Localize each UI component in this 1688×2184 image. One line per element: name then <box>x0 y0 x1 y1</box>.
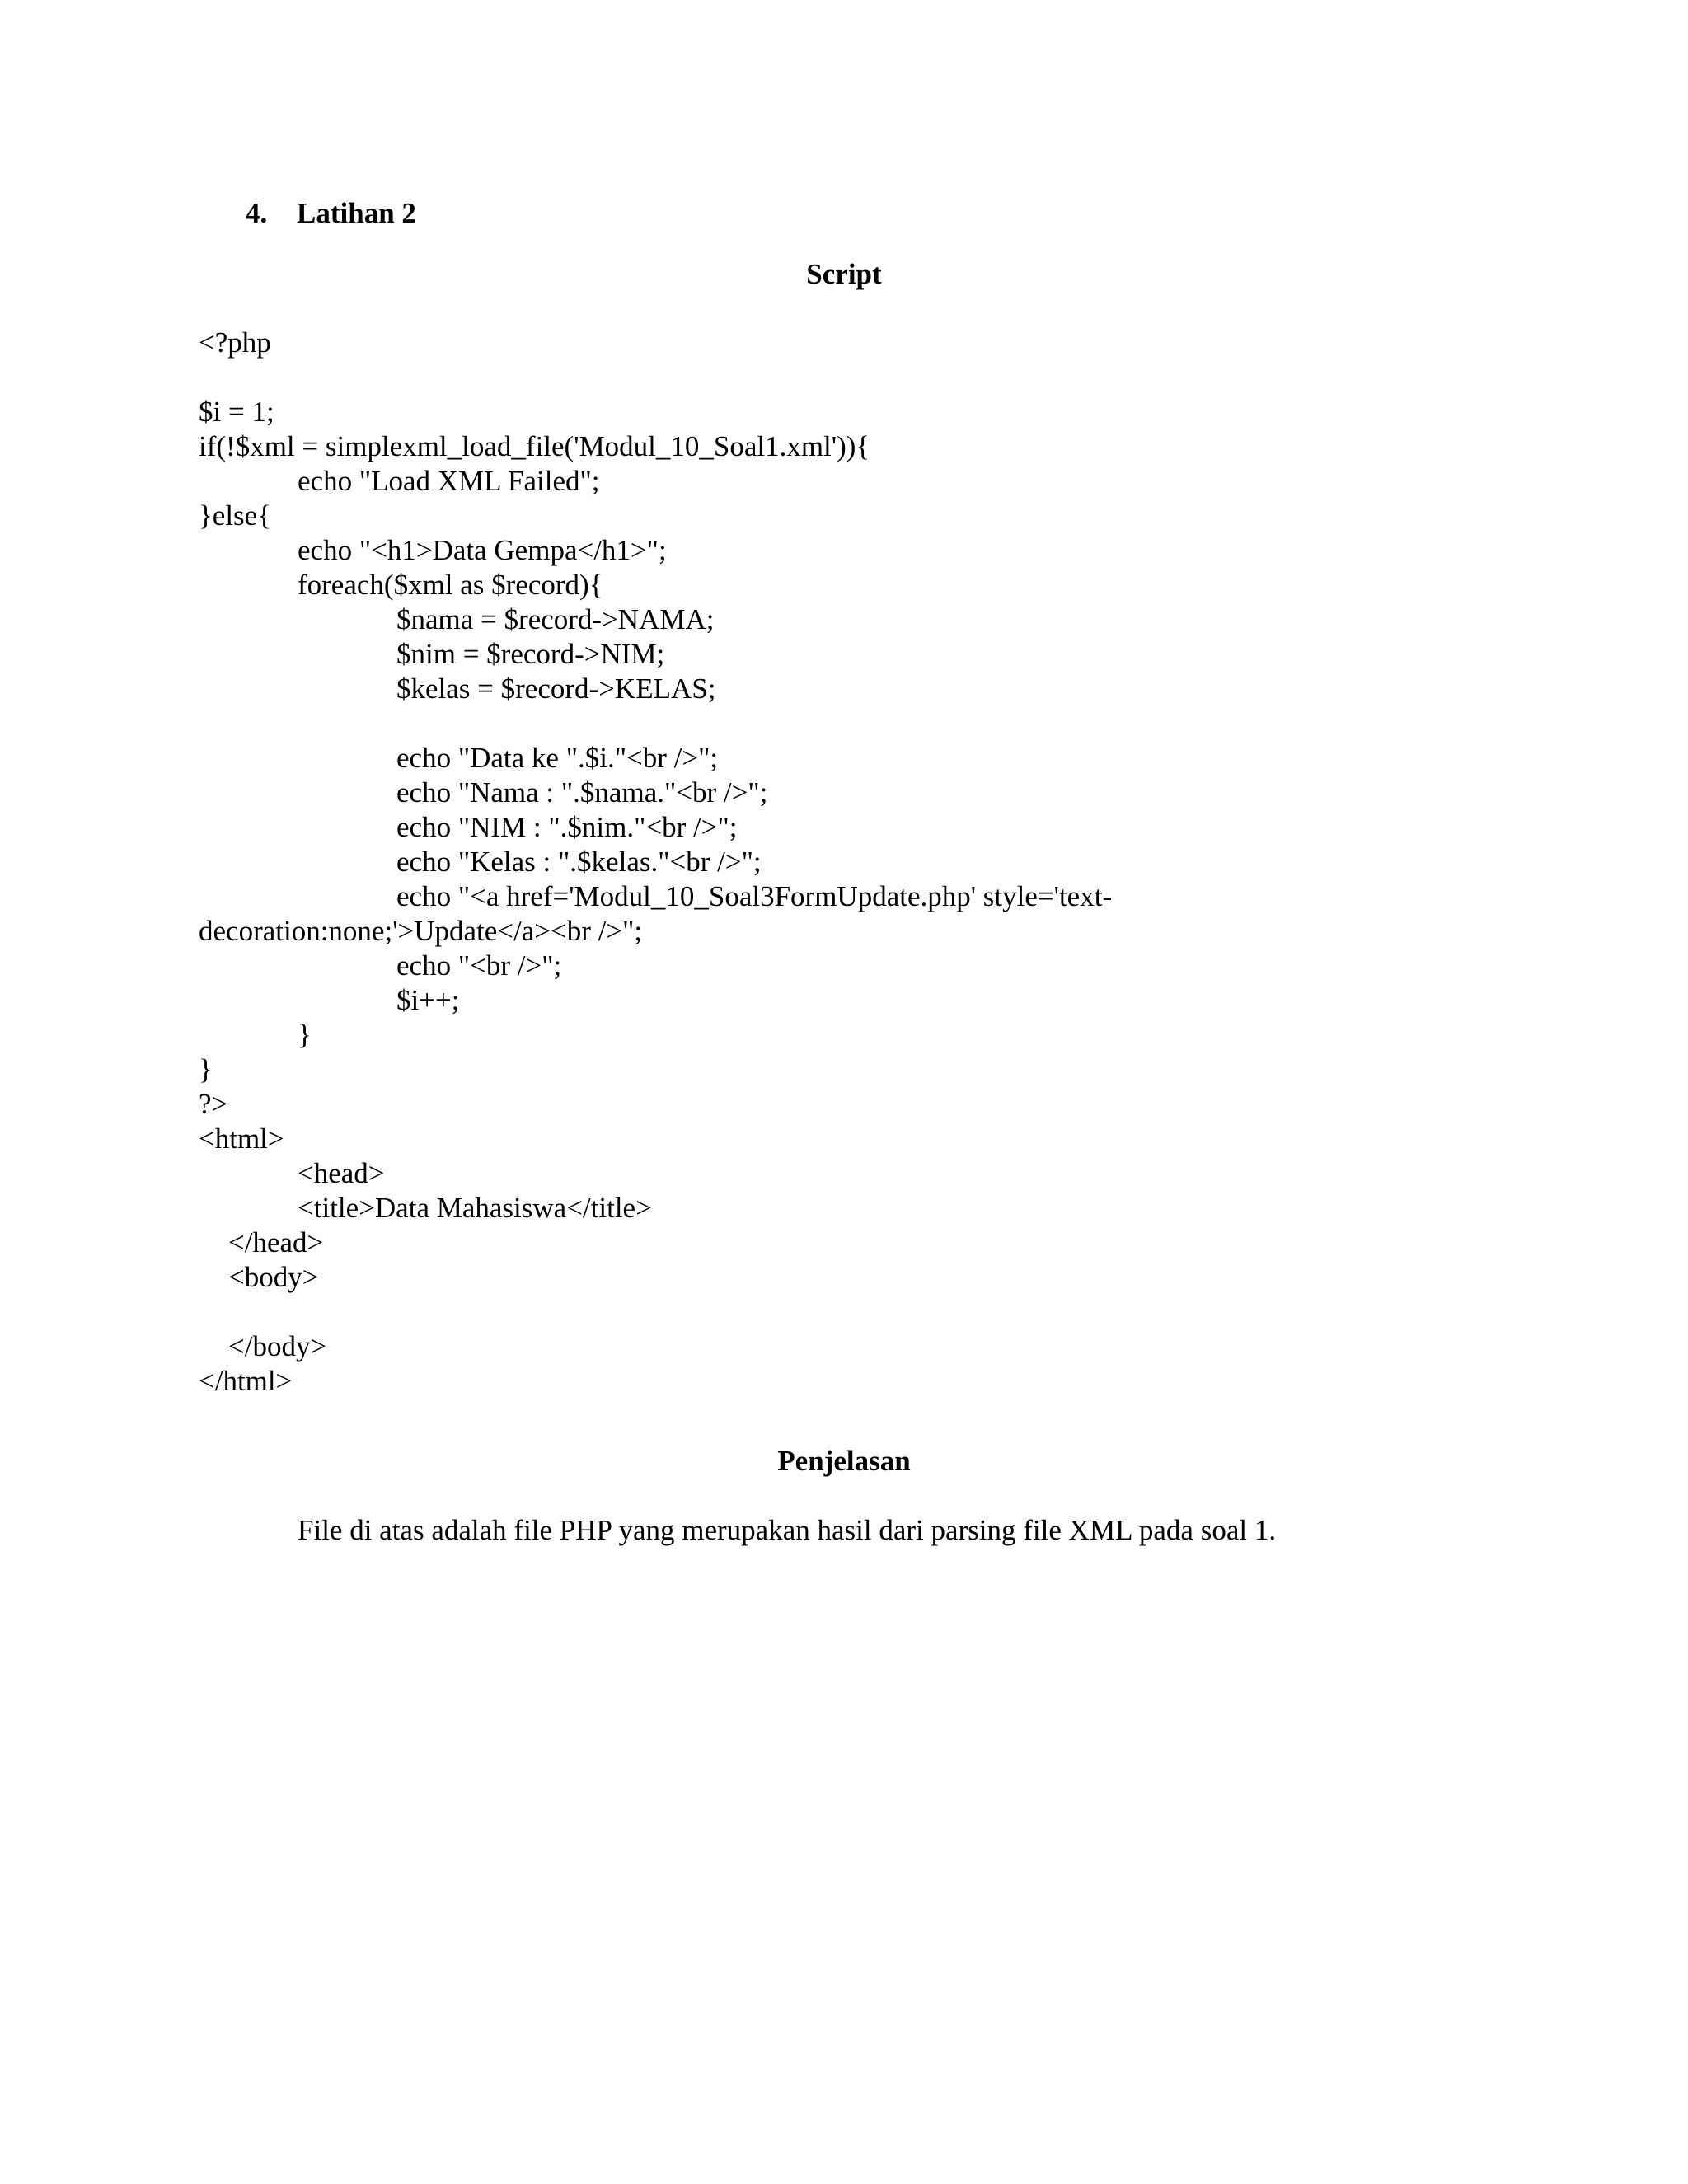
code-line: $nim = $record->NIM; <box>396 638 665 670</box>
code-line: </head> <box>228 1226 324 1258</box>
code-line: <title>Data Mahasiswa</title> <box>298 1192 652 1224</box>
code-line <box>199 706 1600 741</box>
code-line <box>199 360 1600 395</box>
code-line: echo "Data ke ".$i."<br />"; <box>396 742 719 774</box>
code-line: if(!$xml = simplexml_load_file('Modul_10_Soal1.xml')){ <box>199 430 870 462</box>
code-line: echo "Load XML Failed"; <box>298 465 600 497</box>
script-heading: Script <box>806 258 882 290</box>
code-line: $kelas = $record->KELAS; <box>396 673 716 705</box>
code-line <box>199 1295 1600 1329</box>
code-line: <body> <box>228 1261 319 1293</box>
explanation-heading: Penjelasan <box>777 1445 911 1477</box>
code-line: echo "Kelas : ".$kelas."<br />"; <box>396 846 762 878</box>
code-line: ?> <box>199 1088 228 1120</box>
code-line: $nama = $record->NAMA; <box>396 603 715 635</box>
section-number: 4. <box>246 197 268 229</box>
code-line: $i++; <box>396 984 460 1016</box>
code-line: }else{ <box>199 499 272 532</box>
code-line: <?php <box>199 326 271 359</box>
code-line: echo "NIM : ".$nim."<br />"; <box>396 811 738 843</box>
code-line: foreach($xml as $record){ <box>298 569 603 601</box>
code-line: echo "<h1>Data Gempa</h1>"; <box>298 534 667 566</box>
section-title: Latihan 2 <box>297 197 416 229</box>
code-line: </html> <box>199 1365 293 1397</box>
code-line: echo "<a href='Modul_10_Soal3FormUpdate.php' style='text- <box>396 880 1113 912</box>
explanation-paragraph: File di atas adalah file PHP yang merupakan hasil dari parsing file XML pada soal 1. <box>298 1514 1277 1546</box>
code-line: } <box>199 1053 213 1085</box>
code-line: echo "<br />"; <box>396 949 562 982</box>
section-heading <box>246 196 416 231</box>
code-line: } <box>298 1019 312 1051</box>
code-line: </body> <box>228 1330 327 1362</box>
code-block <box>199 326 1600 1399</box>
code-line: $i = 1; <box>199 396 274 428</box>
code-line: decoration:none;'>Update</a><br />"; <box>199 915 643 947</box>
code-line: <html> <box>199 1122 284 1155</box>
code-line: <head> <box>298 1157 385 1189</box>
code-line: echo "Nama : ".$nama."<br />"; <box>396 776 768 808</box>
